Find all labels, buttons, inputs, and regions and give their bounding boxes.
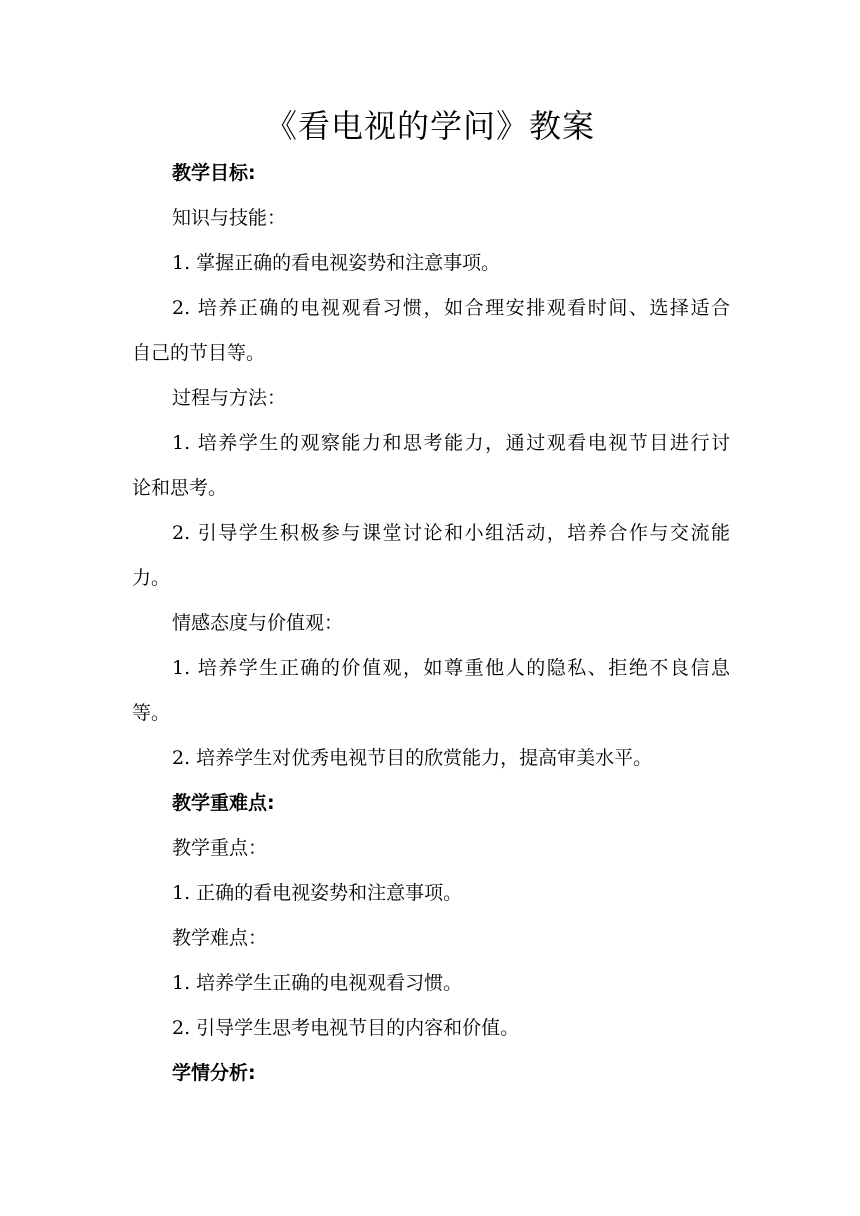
- document-title: 《看电视的学问》教案: [264, 107, 595, 145]
- paragraph-knowledge-1: 1. 掌握正确的看电视姿势和注意事项。: [172, 252, 501, 274]
- paragraph-process-2-line-2: 力。: [132, 567, 171, 589]
- subheading-attitude-values: 情感态度与价值观：: [172, 612, 344, 634]
- paragraph-difficulty-1: 1. 培养学生正确的电视观看习惯。: [172, 972, 463, 994]
- section-heading-teaching-goals: 教学目标:: [172, 162, 256, 184]
- paragraph-process-1-line-1: 1. 培养学生的观察能力和思考能力，通过观看电视节目进行讨: [172, 432, 730, 454]
- paragraph-difficulty-2: 2. 引导学生思考电视节目的内容和价值。: [172, 1017, 520, 1039]
- paragraph-attitude-2: 2. 培养学生对优秀电视节目的欣赏能力，提高审美水平。: [172, 747, 653, 769]
- subheading-knowledge-skills: 知识与技能：: [172, 207, 287, 229]
- paragraph-process-2-line-1: 2. 引导学生积极参与课堂讨论和小组活动，培养合作与交流能: [172, 522, 730, 544]
- paragraph-attitude-1-line-1: 1. 培养学生正确的价值观，如尊重他人的隐私、拒绝不良信息: [172, 657, 730, 679]
- paragraph-knowledge-2-line-2: 自己的节目等。: [132, 342, 266, 364]
- subheading-teaching-difficulty: 教学难点：: [172, 927, 268, 949]
- section-heading-learner-analysis: 学情分析:: [172, 1062, 256, 1084]
- paragraph-knowledge-2-line-1: 2. 培养正确的电视观看习惯，如合理安排观看时间、选择适合: [172, 297, 730, 319]
- section-heading-key-difficult-points: 教学重难点:: [172, 792, 275, 814]
- subheading-teaching-focus: 教学重点：: [172, 837, 268, 859]
- subheading-process-methods: 过程与方法：: [172, 387, 287, 409]
- paragraph-process-1-line-2: 论和思考。: [132, 477, 228, 499]
- paragraph-attitude-1-line-2: 等。: [132, 702, 171, 724]
- paragraph-focus-1: 1. 正确的看电视姿势和注意事项。: [172, 882, 463, 904]
